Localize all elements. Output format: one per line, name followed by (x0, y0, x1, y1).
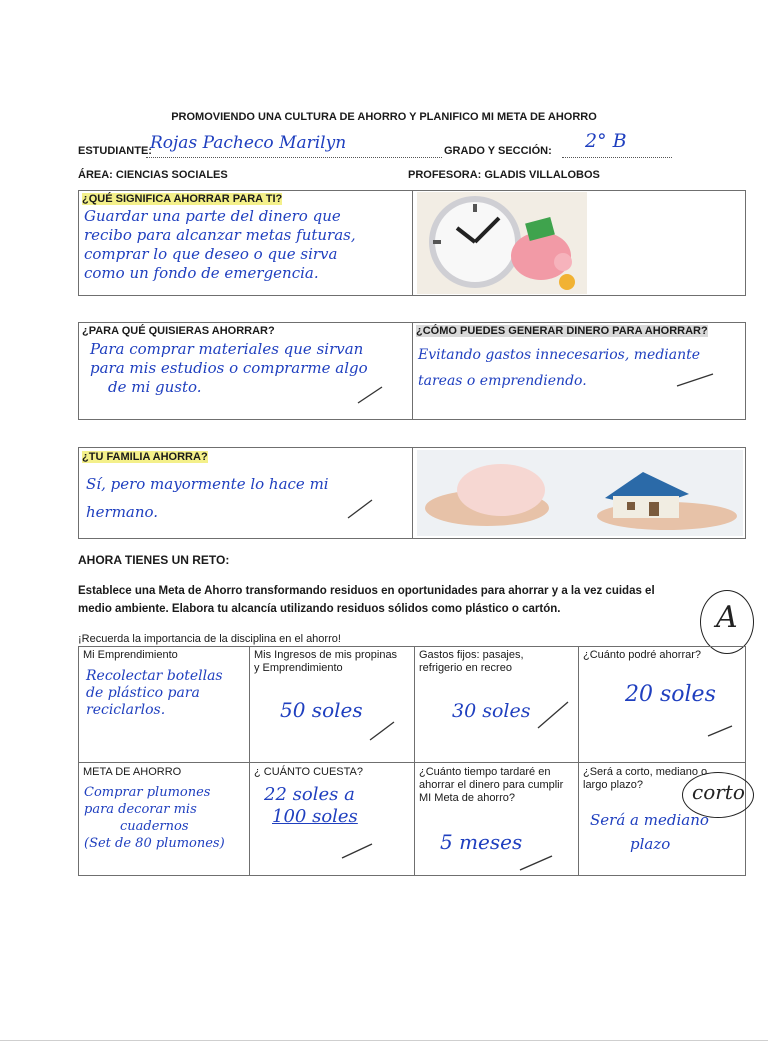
col-header-fixed-costs: Gastos fijos: pasajes, refrigerio en recreo (419, 649, 524, 675)
answer-line: recibo para alcanzar metas futuras, (84, 226, 356, 244)
answer-line: Evitando gastos innecesarios, mediante (418, 347, 701, 363)
answer-line: para decorar mis (84, 802, 197, 817)
col-header-venture: Mi Emprendimiento (83, 649, 178, 661)
box3-divider (412, 447, 413, 539)
answer-line: Recolectar botellas (86, 668, 223, 684)
area-label: ÁREA: CIENCIAS SOCIALES (78, 169, 228, 181)
student-label: ESTUDIANTE: (78, 145, 152, 157)
answer-line: para mis estudios o comprarme algo (90, 359, 368, 377)
grade-value: 2° B (585, 130, 627, 152)
family-saves-question: ¿TU FAMILIA AHORRA? (82, 451, 208, 463)
term-correction: corto (692, 780, 745, 804)
challenge-instruction-2: medio ambiente. Elabora tu alcancía utilizando residuos sólidos como plástico o cartón. (78, 603, 561, 615)
student-underline (146, 157, 442, 158)
col-header-term: ¿Será a corto, mediano o largo plazo? (583, 766, 708, 792)
challenge-heading: AHORA TIENES UN RETO: (78, 553, 230, 567)
answer-line: 100 soles (272, 806, 358, 827)
answer-line: reciclarlos. (86, 702, 166, 718)
savings-meaning-answer (84, 207, 356, 283)
family-saves-answer (86, 470, 329, 526)
check-mark-icon (706, 724, 734, 738)
col-header-cost: ¿ CUÁNTO CUESTA? (254, 766, 363, 778)
box2-divider (412, 322, 413, 420)
page-title: PROMOVIENDO UNA CULTURA DE AHORRO Y PLANIFICO MI META DE AHORRO (171, 111, 597, 123)
time-answer: 5 meses (440, 830, 523, 854)
answer-line: (Set de 80 plumones) (84, 836, 225, 851)
answer-line: Guardar una parte del dinero que (84, 207, 341, 225)
answer-line: de mi gusto. (108, 378, 202, 396)
how-earn-question: ¿CÓMO PUEDES GENERAR DINERO PARA AHORRAR? (416, 325, 708, 337)
table-row-line (78, 762, 746, 763)
savings-amount-answer: 20 soles (625, 682, 716, 707)
box1-divider (412, 190, 413, 296)
reminder-text: ¡Recuerda la importancia de la disciplina en el ahorro! (78, 633, 341, 645)
check-mark-icon (536, 700, 570, 730)
col-header-income: Mis Ingresos de mis propinas y Emprendimiento (254, 649, 398, 675)
answer-line: de plástico para (86, 685, 200, 701)
col-header-savings-goal: META DE AHORRO (83, 766, 182, 778)
answer-line: plazo (630, 835, 671, 853)
table-col-line (414, 646, 415, 876)
income-answer: 50 soles (280, 698, 363, 722)
grade-label: GRADO Y SECCIÓN: (444, 145, 552, 157)
fixed-costs-answer: 30 soles (452, 700, 531, 722)
savings-meaning-question: ¿QUÉ SIGNIFICA AHORRAR PARA TI? (82, 193, 283, 205)
challenge-instruction-1: Establece una Meta de Ahorro transformando residuos en oportunidades para ahorrar y a la vez cuidas el (78, 585, 655, 597)
answer-line: 22 soles a (264, 784, 355, 805)
table-col-line (249, 646, 250, 876)
piggy-house-illustration (417, 450, 743, 536)
table-col-line (578, 646, 579, 876)
col-header-time: ¿Cuánto tiempo tardaré en ahorrar el dinero para cumplir MI Meta de ahorro? (419, 766, 564, 805)
answer-line: tareas o emprendiendo. (418, 373, 587, 389)
answer-line: Sí, pero mayormente lo hace mi (86, 475, 329, 493)
page-bottom-edge (0, 1040, 768, 1041)
how-earn-answer (418, 342, 700, 394)
check-mark-icon (356, 385, 386, 405)
check-mark-icon (340, 842, 374, 860)
answer-line: comprar lo que deseo o que sirva (84, 245, 338, 263)
col-header-how-much-save: ¿Cuánto podré ahorrar? (583, 649, 702, 661)
check-mark-icon (346, 498, 376, 520)
check-mark-icon (368, 720, 398, 742)
why-save-answer (90, 340, 368, 397)
check-mark-icon (675, 370, 715, 390)
answer-line: como un fondo de emergencia. (84, 264, 319, 282)
answer-line: Para comprar materiales que sirvan (90, 340, 364, 358)
grade-underline (562, 157, 672, 158)
answer-line: cuadernos (120, 819, 189, 834)
grade-mark: A (716, 600, 738, 635)
student-name: Rojas Pacheco Marilyn (150, 133, 347, 153)
term-answer (590, 808, 709, 856)
why-save-question: ¿PARA QUÉ QUISIERAS AHORRAR? (82, 325, 275, 337)
cost-answer (264, 784, 358, 828)
answer-line: hermano. (86, 503, 159, 521)
answer-line: Será a mediano (590, 811, 709, 829)
venture-answer (86, 668, 223, 719)
check-mark-icon (518, 852, 554, 872)
answer-line: Comprar plumones (84, 785, 211, 800)
teacher-label: PROFESORA: GLADIS VILLALOBOS (408, 169, 600, 181)
clock-piggy-illustration (417, 192, 587, 294)
savings-goal-answer (84, 784, 225, 852)
